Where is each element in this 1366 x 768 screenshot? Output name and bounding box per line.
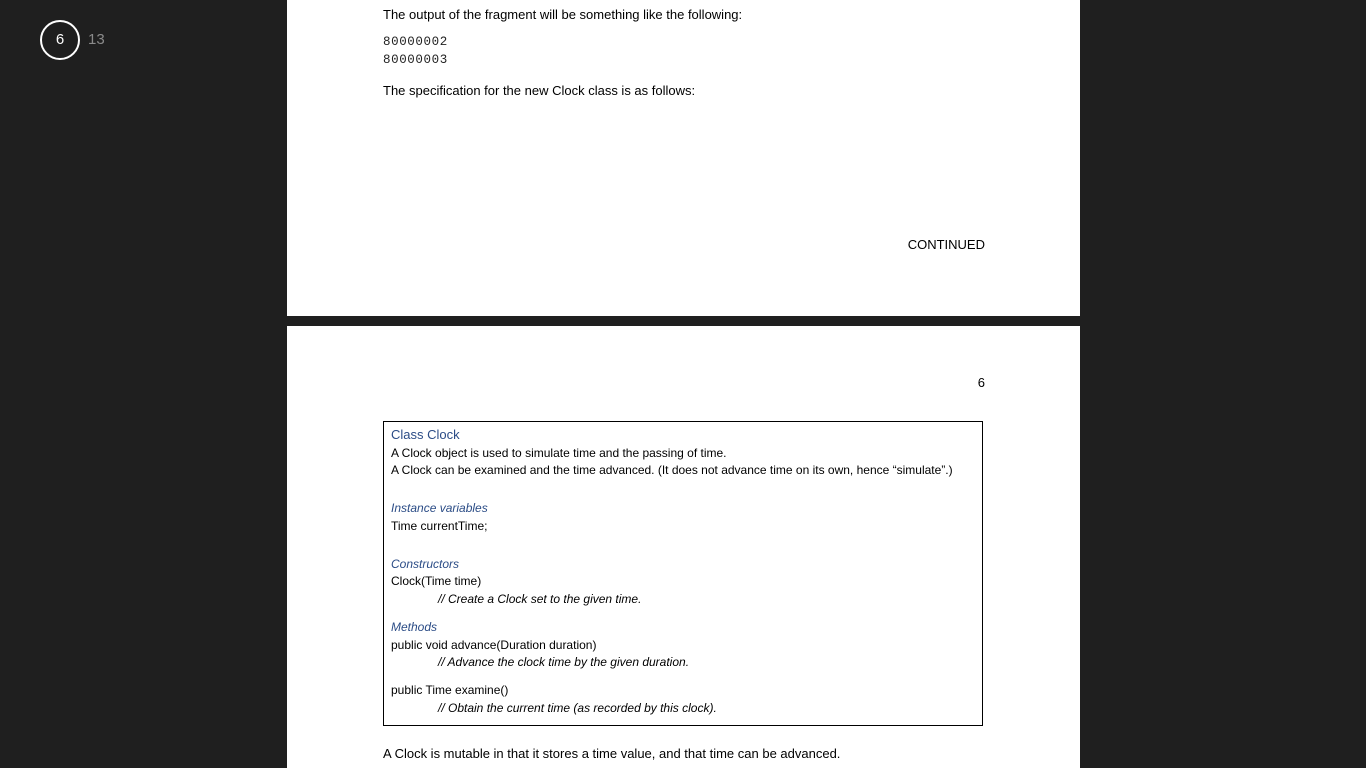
instance-variable: Time currentTime; <box>391 519 488 533</box>
methods-heading: Methods <box>391 620 438 634</box>
spec-intro-text: The specification for the new Clock class is as follows: <box>383 83 696 98</box>
constructors-heading: Constructors <box>391 557 460 571</box>
page-number: 6 <box>977 375 985 390</box>
method-examine-comment: // Obtain the current time (as recorded by this clock). <box>438 701 717 715</box>
method-examine-signature: public Time examine() <box>391 683 509 697</box>
continued-label: CONTINUED <box>907 237 985 252</box>
mutable-clock-text: A Clock is mutable in that it stores a time value, and that time can be advanced. <box>383 746 841 761</box>
document-page-top <box>287 0 1080 316</box>
instance-variables-heading: Instance variables <box>391 501 488 515</box>
spec-description-2: A Clock can be examined and the time advanced. (It does not advance time on its own, hence “simulate”.) <box>391 463 953 477</box>
current-page-button[interactable]: 6 <box>40 20 80 60</box>
output-line-1: 80000002 <box>383 35 448 49</box>
class-spec-box <box>383 421 983 726</box>
method-advance-comment: // Advance the clock time by the given duration. <box>438 655 690 669</box>
output-line-2: 80000003 <box>383 53 448 67</box>
total-pages: 13 <box>88 31 105 48</box>
document-page-bottom <box>287 326 1080 768</box>
constructor-comment: // Create a Clock set to the given time. <box>438 592 642 606</box>
constructor-signature: Clock(Time time) <box>391 574 482 588</box>
spec-title: Class Clock <box>391 427 460 442</box>
output-intro-text: The output of the fragment will be something like the following: <box>383 7 743 22</box>
spec-description-1: A Clock object is used to simulate time and the passing of time. <box>391 446 727 460</box>
method-advance-signature: public void advance(Duration duration) <box>391 638 597 652</box>
